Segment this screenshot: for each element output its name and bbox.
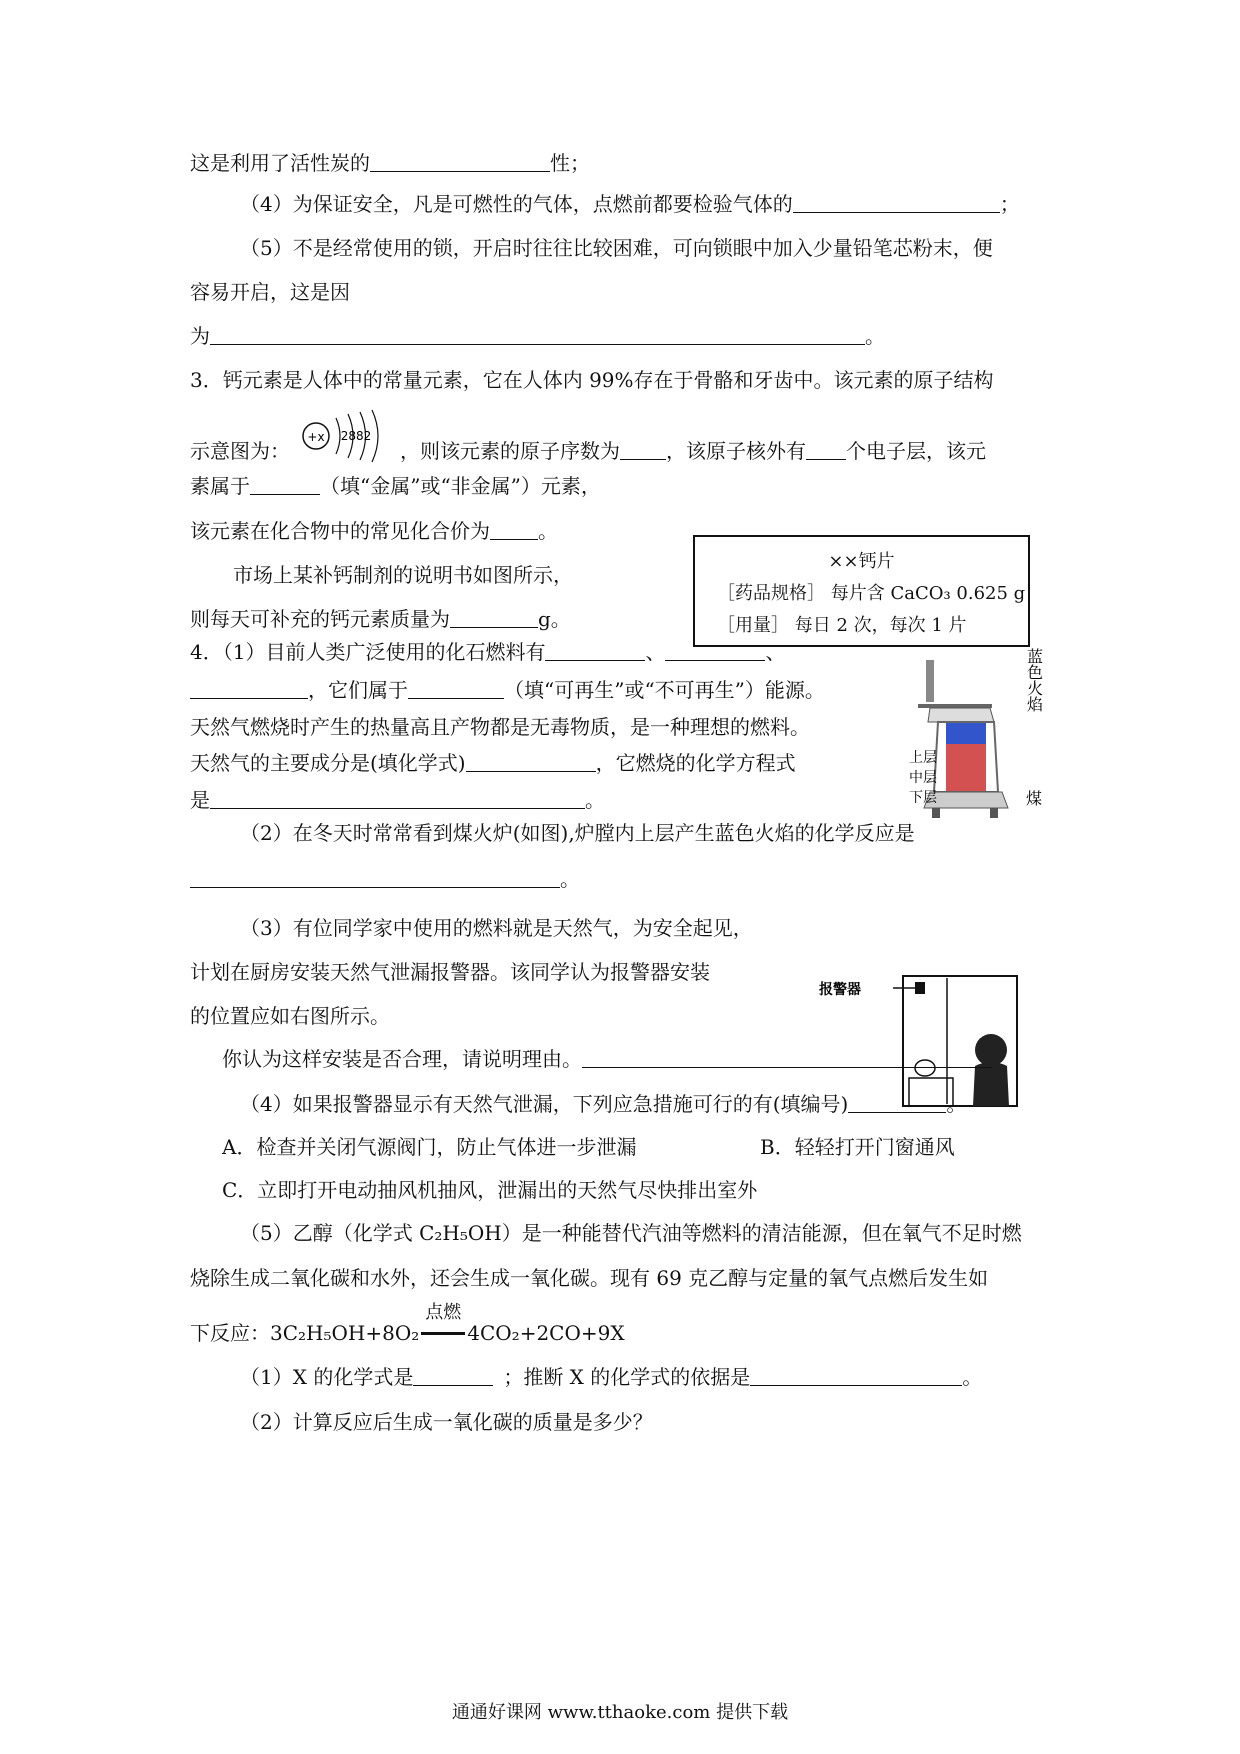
line-q4-3: （3）有位同学家中使用的燃料就是天然气，为安全起见， (240, 916, 753, 940)
atom-structure-diagram (298, 400, 418, 460)
footer-credit: 通通好课网 www.tthaoke.com 提供下载 (451, 1702, 789, 1723)
answer-blank[interactable] (793, 192, 1000, 213)
line-q3-metal: 素属于 （填“金属”或“非金属”）元素， (190, 474, 601, 498)
answer-blank[interactable] (806, 439, 846, 460)
line-q4-gas: 天然气燃烧时产生的热量高且产物都是无毒物质，是一种理想的燃料。 (190, 715, 810, 739)
line-q4-3-cont: 计划在厨房安装天然气泄漏报警器。该同学认为报警器安装 (190, 960, 710, 984)
line-q4-5-cont: 烧除生成二氧化碳和水外，还会生成一氧化碳。现有 69 克乙醇与定量的氧气点燃后发生如 (190, 1266, 989, 1290)
answer-blank[interactable] (250, 474, 320, 495)
reaction-condition: 点燃 (419, 1318, 467, 1348)
answer-blank[interactable] (490, 519, 538, 540)
line-q4-5-1: （1）X 的化学式是 ；推断 X 的化学式的依据是 。 (240, 1365, 983, 1389)
stove-flame-label: 蓝色火焰 (1024, 648, 1044, 712)
option-c[interactable]: C．立即打开电动抽风机抽风，泄漏出的天然气尽快排出室外 (222, 1178, 758, 1202)
line-q4-3-cont2: 的位置应如右图所示。 (190, 1004, 390, 1028)
line-q3-market: 市场上某补钙制剂的说明书如图所示， (233, 563, 573, 587)
line-q4-equation: 是 。 (190, 788, 605, 812)
answer-blank[interactable] (210, 788, 585, 809)
option-b[interactable]: B．轻轻打开门窗通风 (760, 1135, 955, 1159)
line-q3-daily: 则每天可补充的钙元素质量为 g。 (190, 607, 571, 631)
line-q4-5-2: （2）计算反应后生成一氧化碳的质量是多少？ (240, 1410, 653, 1434)
line-q2-4: （4）为保证安全，凡是可燃性的气体，点燃前都要检验气体的 ； (240, 192, 1020, 216)
alarm-label: 报警器 (819, 982, 861, 998)
answer-blank[interactable] (370, 151, 550, 172)
line-q2-5: （5）不是经常使用的锁，开启时往往比较困难，可向锁眼中加入少量铅笔芯粉末，便 (240, 236, 993, 260)
line-q4-5-equation: 下反应：3C₂H₅OH+8O₂ 点燃 4CO₂+2CO+9X (190, 1318, 625, 1348)
option-a[interactable]: A．检查并关闭气源阀门，防止气体进一步泄漏 (222, 1135, 637, 1159)
line-q4-4: （4）如果报警器显示有天然气泄漏，下列应急措施可行的有(填编号) 。 (240, 1092, 967, 1116)
tablet-dose: ［用量］ 每日 2 次，每次 1 片 (717, 615, 967, 636)
shell-electrons: 2882 (340, 429, 372, 443)
answer-blank[interactable] (750, 1365, 962, 1386)
line-activated-carbon: 这是利用了活性炭的 性； (190, 151, 590, 175)
line-q3-valence: 该元素在化合物中的常见化合价为 。 (190, 519, 558, 543)
line-q3-intro: 3．钙元素是人体中的常量元素，它在人体内 99%存在于骨骼和牙齿中。该元素的原子结构 (190, 368, 994, 392)
answer-blank[interactable] (620, 439, 666, 460)
answer-blank[interactable] (450, 607, 538, 628)
answer-blank[interactable] (466, 751, 596, 772)
coal-stove-diagram (908, 582, 1044, 854)
line-q4-2: （2）在冬天时常常看到煤火炉(如图),炉膛内上层产生蓝色火焰的化学反应是 (240, 821, 915, 845)
line-q2-5-cont: 容易开启，这是因 (190, 280, 350, 304)
stove-mid-label: 中层 (909, 770, 937, 786)
answer-blank[interactable] (848, 1092, 946, 1113)
line-q4-formula: 天然气的主要成分是(填化学式) ，它燃烧的化学方程式 (190, 751, 796, 775)
answer-blank[interactable] (190, 678, 308, 699)
stove-bottom-label: 下层 (909, 790, 937, 806)
line-q2-5-answer: 为 。 (190, 324, 885, 348)
tablet-title: ××钙片 (828, 551, 895, 572)
answer-blank[interactable] (665, 640, 765, 661)
line-q4-5: （5）乙醇（化学式 C₂H₅OH）是一种能替代汽油等燃料的清洁能源，但在氧气不足时燃 (240, 1221, 1022, 1245)
answer-blank[interactable] (545, 640, 645, 661)
answer-blank[interactable] (413, 1365, 493, 1386)
tablet-spec: ［药品规格］ 每片含 CaCO₃ 0.625 g (717, 583, 1026, 604)
answer-blank[interactable] (210, 324, 865, 345)
line-q4-2-answer: 。 (190, 864, 580, 894)
stove-top-label: 上层 (909, 750, 937, 766)
line-q3-atom: 示意图为： ，则该元素的原子序数为 ，该原子核外有 个电子层，该元 (190, 439, 986, 463)
answer-blank[interactable] (582, 1047, 992, 1068)
line-q4-1-cont: ，它们属于 （填“可再生”或“不可再生”）能源。 (190, 675, 825, 705)
stove-coal-label: 煤 (1025, 789, 1043, 808)
nucleus-label: +x (307, 430, 325, 444)
answer-blank[interactable] (408, 678, 504, 699)
line-q4-3-reason: 你认为这样安装是否合理，请说明理由。 (222, 1044, 992, 1074)
answer-blank[interactable] (190, 867, 560, 888)
line-q4-1: 4．（1）目前人类广泛使用的化石燃料有 、 、 (190, 640, 786, 664)
